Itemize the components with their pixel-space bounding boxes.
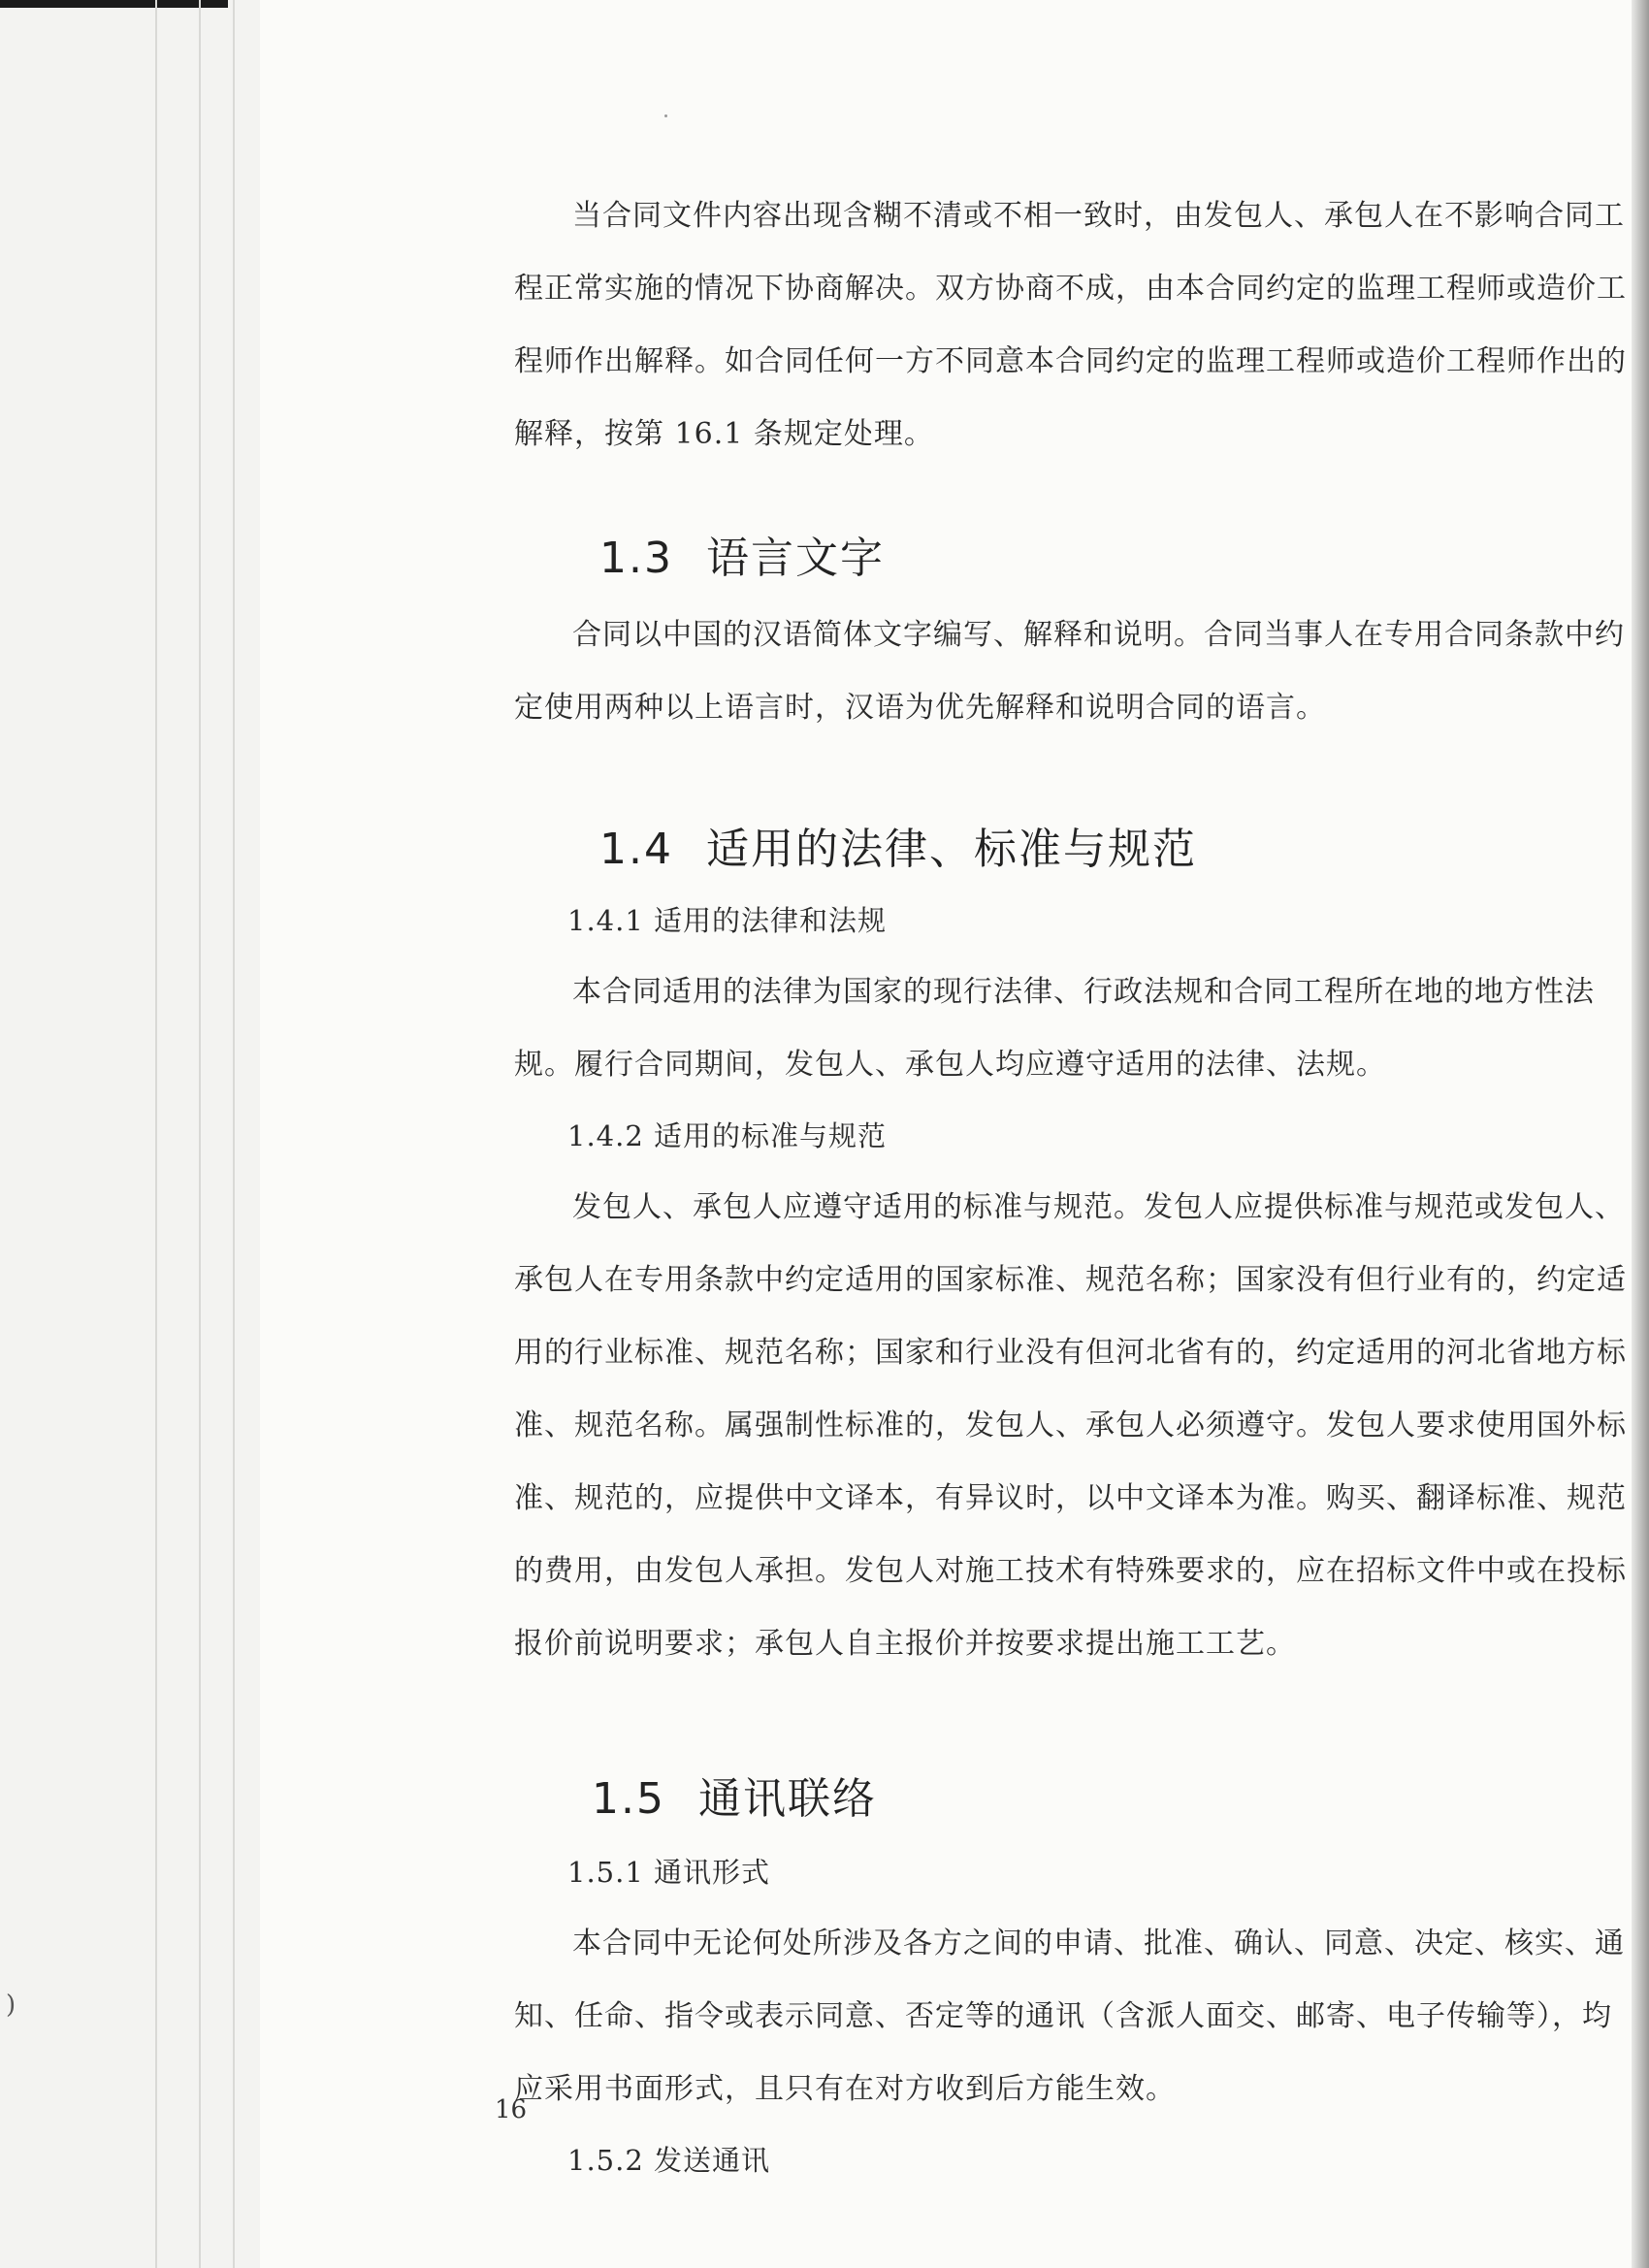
- section-title: 适用的法律、标准与规范: [706, 825, 1197, 874]
- section-heading-1-5: [514, 1764, 1639, 1826]
- page-edge: [233, 0, 235, 2268]
- section-heading-1-3: [514, 523, 1639, 585]
- paragraph-standards: 发包人、承包人应遵守适用的标准与规范。发包人应提供标准与规范或发包人、承包人在专用条款中约定适用的国家标准、规范名称；国家没有但行业有的，约定适用的行业标准、规范名称；国家和行业没有但河北省有的，约定适用的河北省地方标准、规范名称。属强制性标准的，发包人、承包人必须遵守。发包人要求使用国外标准、规范的，应提供中文译本，有异议时，以中文译本为准。购买、翻译标准、规范的费用，由发包人承担。发包人对施工技术有特殊要求的，应在招标文件中或在投标报价前说明要求；承包人自主报价并按要求提出施工工艺。: [514, 1190, 1627, 1661]
- scan-corner-mark: [0, 0, 228, 8]
- section-number: 1.4: [599, 825, 673, 874]
- subsection-1-4-1: 1.4.1 适用的法律和法规: [567, 904, 888, 937]
- subsection-1-5-2: 1.5.2 发送通讯: [567, 2144, 771, 2177]
- section-heading-1-4: [514, 814, 1639, 876]
- page-edge: [155, 0, 157, 2268]
- scan-mark: ): [6, 1991, 16, 2020]
- subsection-1-4-2: 1.4.2 适用的标准与规范: [567, 1119, 888, 1152]
- section-number: 1.3: [599, 534, 673, 583]
- page-number: 16: [495, 2095, 528, 2124]
- scan-speck: [664, 114, 667, 117]
- document-body: [514, 179, 1639, 2195]
- subsection-1-5-1: 1.5.1 通讯形式: [567, 1856, 771, 1889]
- paragraph-language: 合同以中国的汉语简体文字编写、解释和说明。合同当事人在专用合同条款中约定使用两种以上语言时，汉语为优先解释和说明合同的语言。: [514, 618, 1625, 725]
- paragraph-interpretation: 当合同文件内容出现含糊不清或不相一致时，由发包人、承包人在不影响合同工程正常实施的情况下协商解决。双方协商不成，由本合同约定的监理工程师或造价工程师作出解释。如合同任何一方不同意本合同约定的监理工程师或造价工程师作出的解释，按第 16.1 条规定处理。: [514, 199, 1627, 451]
- paragraph-communication: 本合同中无论何处所涉及各方之间的申请、批准、确认、同意、决定、核实、通知、任命、指令或表示同意、否定等的通讯（含派人面交、邮寄、电子传输等），均应采用书面形式，且只有在对方收到后方能生效。: [514, 1927, 1625, 2106]
- section-number: 1.5: [592, 1774, 665, 1824]
- section-title: 语言文字: [706, 534, 885, 583]
- page-edge: [199, 0, 201, 2268]
- paragraph-laws: 本合同适用的法律为国家的现行法律、行政法规和合同工程所在地的地方性法规。履行合同期间，发包人、承包人均应遵守适用的法律、法规。: [514, 975, 1595, 1082]
- scan-edge-shadow: [1632, 0, 1649, 2268]
- section-title: 通讯联络: [698, 1774, 877, 1824]
